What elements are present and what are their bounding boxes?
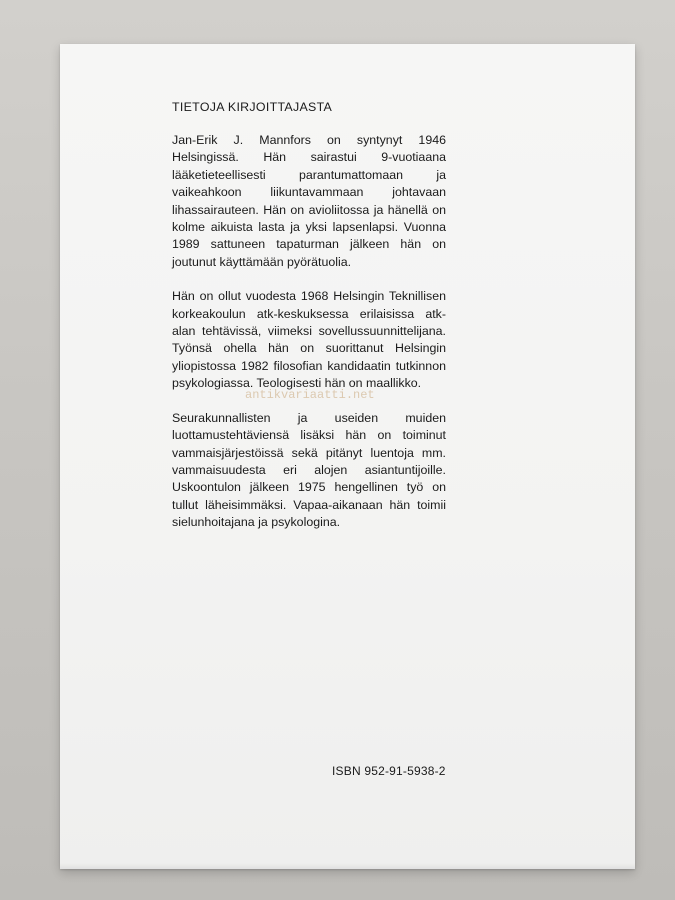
isbn-number: ISBN 952-91-5938-2 <box>332 764 446 778</box>
author-paragraph-3: Seurakunnallisten ja useiden muiden luottamustehtäviensä lisäksi hän on toiminut vammaisjärjestöissä sekä pitänyt luentoja mm. vammaisuudesta eri alojen asiantuntijoille. Uskoontulon jälkeen 1975 hengellinen työ on tullut läheisimmäksi. Vapaa-aikanaan hän toimii sielunhoitajana ja psykologina. <box>172 410 446 530</box>
section-heading: TIETOJA KIRJOITTAJASTA <box>172 100 333 114</box>
watermark-text: antikvariaatti.net <box>245 388 375 402</box>
book-bottom-edge <box>60 863 635 869</box>
author-info-section <box>172 100 446 549</box>
author-paragraph-1: Jan-Erik J. Mannfors on syntynyt 1946 Helsingissä. Hän sairastui 9-vuotiaana lääketieteellisesti parantumattomaan ja vaikeahkoon liikuntavammaan johtavaan lihassairauteen. Hän on avioliitossa ja hänellä on kolme aikuista lasta ja yksi lapsenlapsi. Vuonna 1989 sattuneen tapaturman jälkeen hän on joutunut käyttämään pyörätuolia. <box>172 133 446 269</box>
author-paragraph-2: Hän on ollut vuodesta 1968 Helsingin Teknillisen korkeakoulun atk-keskuksessa erilaisissa atk-alan tehtävissä, viimeksi sovellussuunnittelijana. Työnsä ohella hän on suorittanut Helsingin yliopistossa 1982 filosofian kandidaatin tutkinnon psykologiassa. Teologisesti hän on maallikko. <box>172 289 446 391</box>
